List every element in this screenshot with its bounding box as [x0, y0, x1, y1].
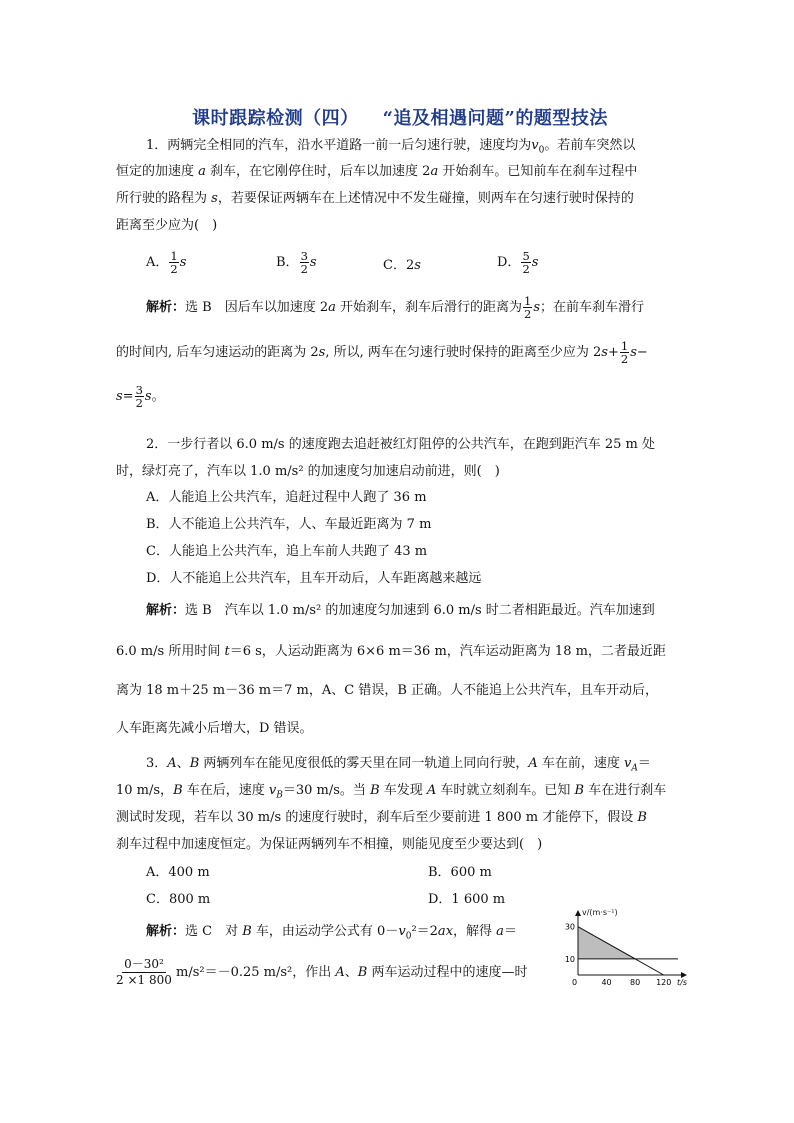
q3-solution-line1: 解析：选 C 对 B 车，由运动学公式有 $0-v_0^2=2ax$，解得 a＝: [146, 924, 517, 942]
x-tick-label: 80: [630, 978, 641, 987]
q1-line1: 1．两辆完全相同的汽车，沿水平道路一前一后匀速行驶，速度均为$v_0$。若前车突然以: [146, 138, 636, 156]
y-tick-label: 10: [564, 954, 575, 964]
q1-solution-line3: s= $\frac{3}{2}$ s。: [116, 383, 165, 410]
q1-line2: 恒定的加速度 a 刹车，在它刚停住时，后车以加速度 2a 开始刹车。已知前车在刹车过程中: [116, 164, 638, 179]
x-tick-label: 0: [572, 978, 578, 987]
q1-line3: 所行驶的路程为 s，若要保证两辆车在上述情况中不发生碰撞，则两车在匀速行驶时保持的: [116, 191, 634, 206]
q3-option-b: B．600 m: [428, 865, 492, 880]
q2-line2: 时，绿灯亮了，汽车以 1.0 m/s² 的加速度匀加速启动前进，则( ): [116, 464, 500, 479]
q1-line4: 距离至少应为( ): [116, 218, 218, 233]
q2-line1: 2．一步行者以 6.0 m/s 的速度跑去追赶被红灯阻停的公共汽车，在跑到距汽车 25 m 处: [146, 437, 655, 452]
velocity-time-graph: [560, 905, 690, 995]
q3-line4: 刹车过程中加速度恒定。为保证两辆列车不相撞，则能见度至少要达到( ): [116, 837, 543, 852]
title-part2: “追及相遇问题”的题型技法: [382, 108, 608, 129]
x-tick-label: 40: [601, 978, 612, 987]
page-title: [160, 104, 640, 130]
q2-solution-line3: 离为 18 m＋25 m－36 m＝7 m，A、C 错误，B 正确。人不能追上公共汽车，且车开动后，: [116, 683, 659, 698]
q1-solution-line2: 的时间内, 后车匀速运动的距离为 2s, 所以, 两车在匀速行驶时保持的距离至少应为 2s+ $\frac{1}{2}$ s−: [116, 339, 648, 366]
q2-option-b: B．人不能追上公共汽车，人、车最近距离为 7 m: [146, 517, 432, 532]
q3-line2: 10 m/s，B 车在后，速度 $v_B=30$ m/s。当 B 车发现 A 车时就立刻刹车。已知 B 车在进行刹车: [116, 783, 667, 801]
q2-option-a: A．人能追上公共汽车，追赶过程中人跑了 36 m: [146, 490, 427, 505]
title-part1: 课时跟踪检测（四）: [192, 108, 359, 129]
q3-option-c: C．800 m: [146, 892, 211, 907]
y-axis-label: v/(m·s⁻¹): [582, 908, 618, 917]
q2-solution-line4: 人车距离先减小后增大，D 错误。: [116, 721, 313, 736]
acceleration-fraction: $\frac{\text{0－30²}}{2 \times 1 800}$: [116, 957, 172, 987]
q2-solution-line1: 解析：选 B 汽车以 1.0 m/s² 的加速度匀加速到 6.0 m/s 时二者相距最近。汽车加速到: [146, 603, 655, 618]
q1-option-a: A． $\frac{1}{2}$ s: [146, 249, 187, 276]
q3-line3: 测试时发现，若车以 30 m/s 的速度行驶时，刹车后至少要前进 1 800 m 才能停下，假设 B: [116, 810, 647, 825]
q2-option-d: D．人不能追上公共汽车，且车开动后，人车距离越来越远: [146, 571, 482, 586]
q1-solution-line1: 解析：选 B 因后车以加速度 2a 开始刹车，刹车后滑行的距离为 $\frac{1}{2}$ s；在前车刹车滑行: [146, 294, 645, 321]
q1-option-b: B． $\frac{3}{2}$ s: [276, 249, 317, 276]
x-axis-label: t/s: [677, 978, 687, 987]
q3-line1: 3．A、B 两辆列车在能见度很低的雾天里在同一轨道上同向行驶，A 车在前，速度 $v_A=$: [146, 756, 651, 774]
q3-solution-line2: $\frac{\text{0－30²}}{2 \times 1 800}$ m/s²＝－0.25 m/s²，作出 A、B 两车运动过程中的速度—时: [116, 957, 528, 987]
q3-option-a: A．400 m: [146, 865, 210, 880]
q2-option-c: C．人能追上公共汽车，追上车前人共跑了 43 m: [146, 544, 428, 559]
q1-option-c: C．2s: [383, 258, 421, 273]
x-tick-label: 120: [656, 978, 672, 987]
y-tick-label: 30: [564, 922, 575, 932]
q1-option-d: D． $\frac{5}{2}$ s: [497, 249, 539, 276]
q3-option-d: D．1 600 m: [428, 892, 506, 907]
q2-solution-line2: 6.0 m/s 所用时间 t＝6 s，人运动距离为 6×6 m＝36 m，汽车运动距离为 18 m，二者最近距: [116, 644, 666, 659]
